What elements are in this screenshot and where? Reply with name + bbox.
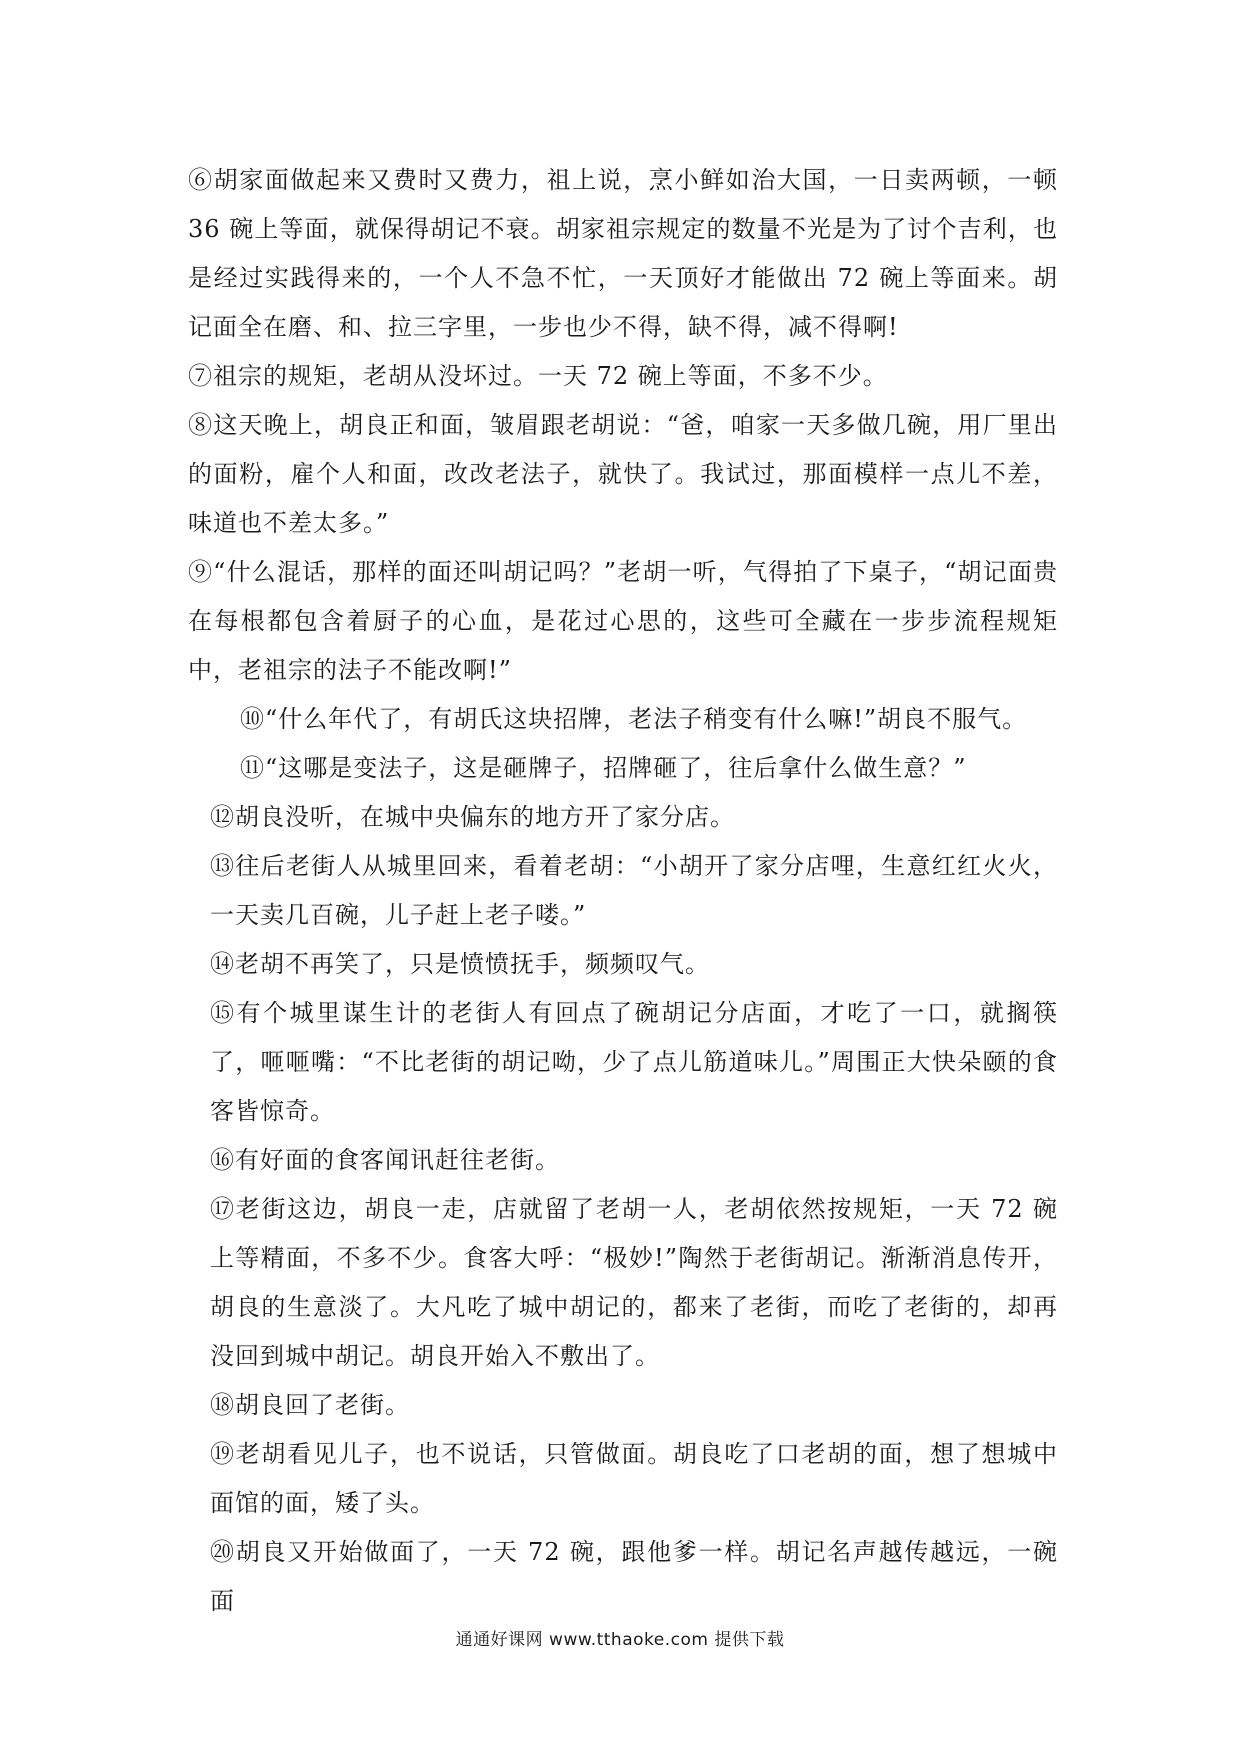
paragraph-19: ⑲老胡看见儿子，也不说话，只管做面。胡良吃了口老胡的面，想了想城中面馆的面，矮了头。	[210, 1440, 1058, 1517]
article-body	[188, 156, 1058, 1626]
paragraph-8: ⑧这天晚上，胡良正和面，皱眉跟老胡说：“爸，咱家一天多做几碗，用厂里出的面粉，雇个人和面，改改老法子，就快了。我试过，那面模样一点儿不差，味道也不差太多。”	[188, 411, 1058, 537]
paragraph-10: ⑩“什么年代了，有胡氏这块招牌，老法子稍变有什么嘛!”胡良不服气。	[240, 705, 1028, 733]
paragraph-20: ⑳胡良又开始做面了，一天 72 碗，跟他爹一样。胡记名声越传越远，一碗面	[210, 1538, 1058, 1615]
paragraph-14: ⑭老胡不再笑了，只是愤愤抚手，频频叹气。	[210, 950, 710, 978]
paragraph-15: ⑮有个城里谋生计的老街人有回点了碗胡记分店面，才吃了一口，就搁筷了，咂咂嘴：“不比老街的胡记呦，少了点儿筋道味儿。”周围正大快朵颐的食客皆惊奇。	[210, 999, 1058, 1125]
paragraph-13: ⑬往后老街人从城里回来，看着老胡：“小胡开了家分店哩，生意红红火火，一天卖几百碗，儿子赶上老子喽。”	[210, 852, 1058, 929]
paragraph-7: ⑦祖宗的规矩，老胡从没坏过。一天 72 碗上等面，不多不少。	[188, 362, 888, 390]
paragraph-11: ⑪“这哪是变法子，这是砸牌子，招牌砸了，往后拿什么做生意？”	[240, 754, 967, 782]
page-footer: 通通好课网 www.tthaoke.com 提供下载	[455, 1630, 785, 1650]
paragraph-17: ⑰老街这边，胡良一走，店就留了老胡一人，老胡依然按规矩，一天 72 碗上等精面，不多不少。食客大呼：“极妙!”陶然于老街胡记。渐渐消息传开，胡良的生意淡了。大凡吃了城中胡记的，都来了老街，而吃了老街的，却再没回到城中胡记。胡良开始入不敷出了。	[210, 1195, 1058, 1370]
paragraph-6: ⑥胡家面做起来又费时又费力，祖上说，烹小鲜如治大国，一日卖两顿，一顿 36 碗上等面，就保得胡记不衰。胡家祖宗规定的数量不光是为了讨个吉利，也是经过实践得来的，一个人不急不忙，一天顶好才能做出 72 碗上等面来。胡记面全在磨、和、拉三字里，一步也少不得，缺不得，减不得啊!	[188, 166, 1058, 341]
paragraph-18: ⑱胡良回了老街。	[210, 1391, 410, 1419]
paragraph-12: ⑫胡良没听，在城中央偏东的地方开了家分店。	[210, 803, 735, 831]
paragraph-9: ⑨“什么混话，那样的面还叫胡记吗？”老胡一听，气得拍了下桌子，“胡记面贵在每根都包含着厨子的心血，是花过心思的，这些可全藏在一步步流程规矩中，老祖宗的法子不能改啊!”	[188, 558, 1058, 684]
paragraph-16: ⑯有好面的食客闻讯赶往老街。	[210, 1146, 560, 1174]
